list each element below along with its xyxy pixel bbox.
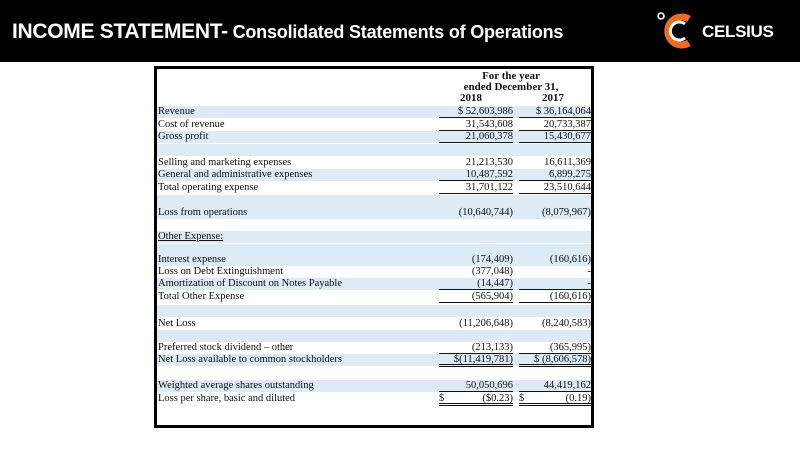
value-2017: - <box>587 266 591 277</box>
table-row <box>157 342 591 354</box>
value-2017: (0.19) <box>565 393 591 404</box>
table-row <box>157 157 591 169</box>
title-bold: INCOME STATEMENT- <box>12 20 228 43</box>
row-label: Total Other Expense <box>158 291 245 302</box>
table-row <box>157 266 591 278</box>
value-2018: 50,050,696 <box>439 380 513 392</box>
value-2017: 15,430,677 <box>519 131 591 143</box>
value-2018: (565,904) <box>439 291 513 303</box>
value-2017: 16,611,369 <box>544 157 591 168</box>
value-2018: (377,048) <box>471 266 513 277</box>
value-2017: (365,995) <box>519 342 591 354</box>
table-row <box>157 380 591 392</box>
row-label: Net Loss available to common stockholders <box>158 354 343 365</box>
row-label: Amortization of Discount on Notes Payable <box>158 278 343 289</box>
row-label: Net Loss <box>158 318 196 329</box>
spacer-row <box>157 144 591 156</box>
row-label: Total operating expense <box>158 182 259 193</box>
table-row <box>157 254 591 266</box>
value-2017: 44,419,162 <box>519 380 591 392</box>
header-year-2018: 2018 <box>460 92 482 104</box>
table-row <box>157 318 591 330</box>
value-2018: (10,640,744) <box>458 207 513 218</box>
row-label: Interest expense <box>158 254 226 265</box>
value-2018: (14,447) <box>439 278 513 290</box>
row-label: Loss per share, basic and diluted <box>158 393 296 404</box>
value-2017: 20,733,387 <box>519 119 591 131</box>
value-2017: (8,240,583) <box>542 318 591 329</box>
value-2018: 10,487,592 <box>439 169 513 181</box>
header-year-2017: 2017 <box>542 92 564 104</box>
row-label: General and administrative expenses <box>158 169 313 180</box>
table-row <box>157 131 591 143</box>
value-2018: 21,060,378 <box>439 131 513 143</box>
row-label: Preferred stock dividend – other <box>158 342 294 353</box>
section-label: Other Expense: <box>158 231 224 242</box>
value-2017-cell <box>519 393 591 406</box>
spacer-row <box>157 195 591 207</box>
table-row <box>157 354 591 366</box>
celsius-c-icon <box>656 10 700 52</box>
celsius-logo <box>656 10 786 52</box>
logo-text: CELSIUS <box>702 22 774 41</box>
value-2017: (160,616) <box>519 291 591 303</box>
slide-title <box>12 20 563 44</box>
dollar-sign: $ <box>519 393 525 404</box>
row-label: Cost of revenue <box>158 119 225 130</box>
value-2018: 31,701,122 <box>439 182 513 194</box>
table-row <box>157 231 591 243</box>
spacer-row <box>157 368 591 380</box>
table-row <box>157 207 591 219</box>
value-2018: 31,543,608 <box>439 119 513 131</box>
income-statement-panel <box>154 66 594 428</box>
value-2017: 23,510,644 <box>519 182 591 194</box>
value-2018: (174,409) <box>471 254 513 265</box>
value-2018: (11,206,648) <box>459 318 513 329</box>
table-row <box>157 169 591 181</box>
table-row <box>157 182 591 194</box>
table-row <box>157 119 591 131</box>
row-label: Revenue <box>158 106 195 117</box>
value-2017: (160,616) <box>549 254 591 265</box>
table-row <box>157 106 591 118</box>
row-label: Weighted average shares outstanding <box>158 380 314 391</box>
value-2018: 21,213,530 <box>465 157 513 168</box>
value-2017: (8,079,967) <box>542 207 591 218</box>
value-2017: 6,899,275 <box>519 169 591 181</box>
value-2018: $(11,419,781) <box>439 354 513 367</box>
value-2018: $ 52,603,986 <box>439 106 513 118</box>
value-2017: $ 36,164,064 <box>519 106 591 118</box>
value-2018: ($0.23) <box>482 393 513 404</box>
table-row <box>157 393 591 405</box>
row-label: Selling and marketing expenses <box>158 157 292 168</box>
dollar-sign: $ <box>439 393 445 404</box>
row-label: Loss on Debt Extinguishment <box>158 266 284 277</box>
spacer-row <box>157 330 591 342</box>
value-2017: $ (8,606,578) <box>519 354 591 367</box>
row-label: Gross profit <box>158 131 209 142</box>
table-row <box>157 291 591 303</box>
title-rest: Consolidated Statements of Operations <box>227 22 564 42</box>
table-row <box>157 278 591 290</box>
value-2018: (213,133) <box>439 342 513 354</box>
spacer-row <box>157 305 591 317</box>
slide-header <box>0 0 800 62</box>
value-2018-cell <box>439 393 513 406</box>
value-2017: - <box>519 278 591 290</box>
header-line-1: For the year <box>482 70 540 82</box>
row-label: Loss from operations <box>158 207 248 218</box>
header-line-2: ended December 31, <box>463 81 559 93</box>
